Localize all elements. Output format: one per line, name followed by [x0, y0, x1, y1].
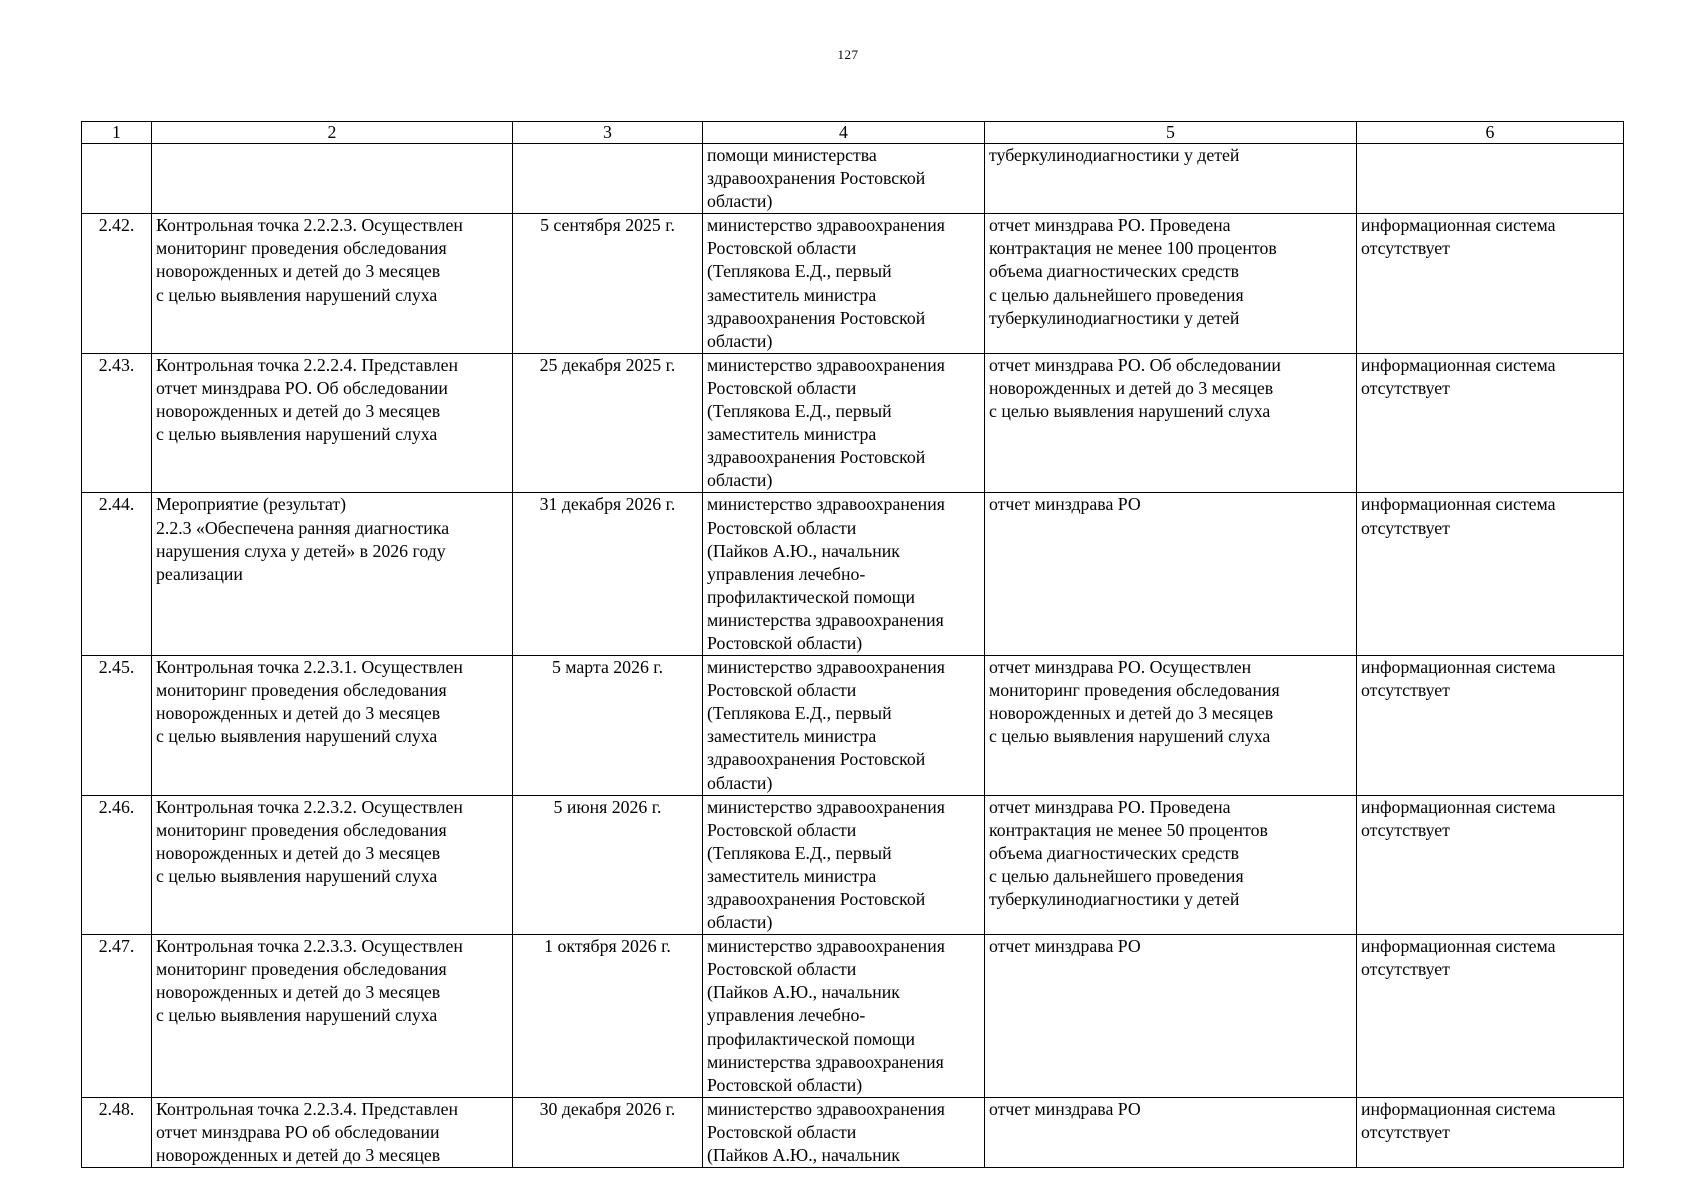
cell-text-line: Ростовской области [707, 680, 857, 701]
row-number-cell: 2.48. [82, 1097, 152, 1167]
row-number-cell: 2.43. [82, 353, 152, 493]
deadline-cell: 5 сентября 2025 г. [513, 214, 703, 354]
column-number-5: 5 [985, 122, 1357, 144]
cell-text-line: здравоохранения Ростовской [707, 168, 926, 189]
cell-text-line: профилактической помощи [707, 586, 915, 607]
responsible-cell [703, 1097, 985, 1167]
result-document-cell [985, 144, 1357, 214]
table-row [82, 935, 1624, 1098]
cell-text-line: новорожденных и детей до 3 месяцев [989, 377, 1274, 398]
cell-text-line: отчет минздрава РО. Об обследовании [989, 354, 1281, 375]
cell-text-line: Контрольная точка 2.2.2.4. Представлен [156, 354, 458, 375]
cell-text-line: отсутствует [1361, 517, 1450, 538]
result-document-cell [985, 935, 1357, 1098]
cell-text-line: туберкулинодиагностики у детей [989, 307, 1240, 328]
responsible-cell [703, 214, 985, 354]
row-number-cell: 2.42. [82, 214, 152, 354]
event-cell [152, 795, 513, 935]
information-system-cell [1357, 935, 1624, 1098]
cell-text-line: отсутствует [1361, 959, 1450, 980]
cell-text-line: Ростовской области [707, 819, 857, 840]
cell-text-line: отчет минздрава РО [989, 1098, 1141, 1119]
column-number-1: 1 [82, 122, 152, 144]
cell-text-line: министерство здравоохранения [707, 215, 945, 236]
deadline-cell [513, 144, 703, 214]
table-row [82, 214, 1624, 354]
cell-text-line: информационная система [1361, 657, 1556, 678]
cell-text-line: мониторинг проведения обследования [156, 819, 447, 840]
deadline-cell: 25 декабря 2025 г. [513, 353, 703, 493]
row-number-cell: 2.45. [82, 656, 152, 796]
cell-text-line: министерство здравоохранения [707, 494, 945, 515]
cell-text-line: Ростовской области [707, 959, 857, 980]
cell-text-line: Ростовской области [707, 377, 857, 398]
table-row [82, 795, 1624, 935]
cell-text-line: (Пайков А.Ю., начальник [707, 540, 900, 561]
deadline-cell: 5 марта 2026 г. [513, 656, 703, 796]
cell-text-line: отсутствует [1361, 377, 1450, 398]
cell-text-line: Контрольная точка 2.2.3.2. Осуществлен [156, 796, 463, 817]
cell-text-line: с целью выявления нарушений слуха [989, 401, 1271, 422]
cell-text-line: с целью выявления нарушений слуха [156, 284, 438, 305]
page-number: 127 [837, 47, 859, 62]
result-document-cell [985, 214, 1357, 354]
cell-text-line: министерство здравоохранения [707, 796, 945, 817]
result-document-cell [985, 353, 1357, 493]
responsible-cell [703, 353, 985, 493]
cell-text-line: Контрольная точка 2.2.3.1. Осуществлен [156, 657, 463, 678]
cell-text-line: информационная система [1361, 215, 1556, 236]
cell-text-line: мониторинг проведения обследования [156, 680, 447, 701]
cell-text-line: мониторинг проведения обследования [156, 959, 447, 980]
event-cell [152, 493, 513, 656]
result-document-cell [985, 493, 1357, 656]
deadline-cell: 31 декабря 2026 г. [513, 493, 703, 656]
responsible-cell [703, 493, 985, 656]
cell-text-line: новорожденных и детей до 3 месяцев [156, 982, 441, 1003]
cell-text-line: профилактической помощи [707, 1028, 915, 1049]
cell-text-line: с целью дальнейшего проведения [989, 284, 1244, 305]
cell-text-line: отсутствует [1361, 680, 1450, 701]
cell-text-line: управления лечебно- [707, 1005, 866, 1026]
table-row [82, 493, 1624, 656]
cell-text-line: с целью выявления нарушений слуха [989, 726, 1271, 747]
cell-text-line: нарушения слуха у детей» в 2026 году [156, 540, 446, 561]
event-cell [152, 144, 513, 214]
information-system-cell [1357, 795, 1624, 935]
cell-text-line: отчет минздрава РО. Осуществлен [989, 657, 1252, 678]
cell-text-line: министерство здравоохранения [707, 1098, 945, 1119]
cell-text-line: отчет минздрава РО [989, 936, 1141, 957]
responsible-cell [703, 795, 985, 935]
cell-text-line: информационная система [1361, 936, 1556, 957]
event-cell [152, 214, 513, 354]
result-document-cell [985, 656, 1357, 796]
information-system-cell [1357, 493, 1624, 656]
cell-text-line: министерства здравоохранения [707, 609, 944, 630]
information-system-cell [1357, 1097, 1624, 1167]
cell-text-line: заместитель министра [707, 424, 877, 445]
cell-text-line: (Теплякова Е.Д., первый [707, 261, 892, 282]
cell-text-line: области) [707, 772, 773, 793]
cell-text-line: контрактация не менее 50 процентов [989, 819, 1268, 840]
cell-text-line: области) [707, 330, 773, 351]
cell-text-line: реализации [156, 563, 243, 584]
cell-text-line: области) [707, 912, 773, 933]
cell-text-line: туберкулинодиагностики у детей [989, 145, 1240, 165]
cell-text-line: Ростовской области) [707, 1074, 863, 1095]
cell-text-line: с целью выявления нарушений слуха [156, 424, 438, 445]
cell-text-line: новорожденных и детей до 3 месяцев [156, 1145, 441, 1166]
cell-text-line: 2.2.3 «Обеспечена ранняя диагностика [156, 517, 450, 538]
table-row [82, 656, 1624, 796]
cell-text-line: контрактация не менее 100 процентов [989, 238, 1277, 259]
cell-text-line: мониторинг проведения обследования [989, 680, 1280, 701]
cell-text-line: Мероприятие (результат) [156, 494, 347, 515]
cell-text-line: Ростовской области [707, 517, 857, 538]
cell-text-line: Контрольная точка 2.2.3.3. Осуществлен [156, 936, 463, 957]
cell-text-line: объема диагностических средств [989, 842, 1240, 863]
result-document-cell [985, 795, 1357, 935]
column-number-6: 6 [1357, 122, 1624, 144]
deadline-cell: 30 декабря 2026 г. [513, 1097, 703, 1167]
event-cell [152, 1097, 513, 1167]
event-cell [152, 353, 513, 493]
cell-text-line: заместитель министра [707, 284, 877, 305]
cell-text-line: области) [707, 470, 773, 491]
row-number-cell: 2.46. [82, 795, 152, 935]
cell-text-line: с целью дальнейшего проведения [989, 865, 1244, 886]
table-row [82, 353, 1624, 493]
cell-text-line: информационная система [1361, 354, 1556, 375]
column-number-2: 2 [152, 122, 513, 144]
responsible-cell [703, 144, 985, 214]
cell-text-line: Ростовской области [707, 238, 857, 259]
result-document-cell [985, 1097, 1357, 1167]
row-number-cell: 2.47. [82, 935, 152, 1098]
cell-text-line: информационная система [1361, 494, 1556, 515]
information-system-cell [1357, 353, 1624, 493]
cell-text-line: министерство здравоохранения [707, 354, 945, 375]
cell-text-line: мониторинг проведения обследования [156, 238, 447, 259]
cell-text-line: заместитель министра [707, 865, 877, 886]
cell-text-line: с целью выявления нарушений слуха [156, 726, 438, 747]
cell-text-line: отчет минздрава РО. Об обследовании [156, 377, 448, 398]
cell-text-line: отчет минздрава РО об обследовании [156, 1121, 440, 1142]
cell-text-line: отсутствует [1361, 1121, 1450, 1142]
column-number-header-row [82, 122, 1624, 144]
cell-text-line: здравоохранения Ростовской [707, 307, 926, 328]
cell-text-line: (Теплякова Е.Д., первый [707, 703, 892, 724]
plan-table [81, 121, 1624, 1168]
information-system-cell [1357, 214, 1624, 354]
cell-text-line: помощи министерства [707, 145, 877, 165]
column-number-4: 4 [703, 122, 985, 144]
cell-text-line: отсутствует [1361, 819, 1450, 840]
cell-text-line: (Пайков А.Ю., начальник [707, 982, 900, 1003]
deadline-cell: 5 июня 2026 г. [513, 795, 703, 935]
cell-text-line: отчет минздрава РО. Проведена [989, 796, 1231, 817]
cell-text-line: новорожденных и детей до 3 месяцев [989, 703, 1274, 724]
cell-text-line: новорожденных и детей до 3 месяцев [156, 703, 441, 724]
cell-text-line: (Теплякова Е.Д., первый [707, 401, 892, 422]
cell-text-line: министерство здравоохранения [707, 936, 945, 957]
cell-text-line: здравоохранения Ростовской [707, 447, 926, 468]
row-number-cell: 2.44. [82, 493, 152, 656]
cell-text-line: министерства здравоохранения [707, 1051, 944, 1072]
cell-text-line: Ростовской области) [707, 632, 863, 653]
event-cell [152, 656, 513, 796]
cell-text-line: (Пайков А.Ю., начальник [707, 1145, 900, 1166]
cell-text-line: информационная система [1361, 1098, 1556, 1119]
cell-text-line: заместитель министра [707, 726, 877, 747]
cell-text-line: объема диагностических средств [989, 261, 1240, 282]
column-number-3: 3 [513, 122, 703, 144]
cell-text-line: здравоохранения Ростовской [707, 889, 926, 909]
information-system-cell [1357, 656, 1624, 796]
cell-text-line: отсутствует [1361, 238, 1450, 259]
cell-text-line: Контрольная точка 2.2.2.3. Осуществлен [156, 215, 463, 236]
cell-text-line: с целью выявления нарушений слуха [156, 865, 438, 886]
row-number-cell [82, 144, 152, 214]
cell-text-line: новорожденных и детей до 3 месяцев [156, 261, 441, 282]
information-system-cell [1357, 144, 1624, 214]
cell-text-line: Ростовской области [707, 1121, 857, 1142]
event-cell [152, 935, 513, 1098]
cell-text-line: новорожденных и детей до 3 месяцев [156, 401, 441, 422]
responsible-cell [703, 656, 985, 796]
cell-text-line: здравоохранения Ростовской [707, 749, 926, 770]
deadline-cell: 1 октября 2026 г. [513, 935, 703, 1098]
cell-text-line: области) [707, 191, 773, 212]
cell-text-line: (Теплякова Е.Д., первый [707, 842, 892, 863]
cell-text-line: информационная система [1361, 796, 1556, 817]
cell-text-line: с целью выявления нарушений слуха [156, 1005, 438, 1026]
cell-text-line: министерство здравоохранения [707, 657, 945, 678]
table-row [82, 144, 1624, 214]
cell-text-line: туберкулинодиагностики у детей [989, 889, 1240, 909]
table-row [82, 1097, 1624, 1167]
cell-text-line: отчет минздрава РО [989, 494, 1141, 515]
cell-text-line: новорожденных и детей до 3 месяцев [156, 842, 441, 863]
cell-text-line: отчет минздрава РО. Проведена [989, 215, 1231, 236]
cell-text-line: управления лечебно- [707, 563, 866, 584]
cell-text-line: Контрольная точка 2.2.3.4. Представлен [156, 1098, 458, 1119]
responsible-cell [703, 935, 985, 1098]
